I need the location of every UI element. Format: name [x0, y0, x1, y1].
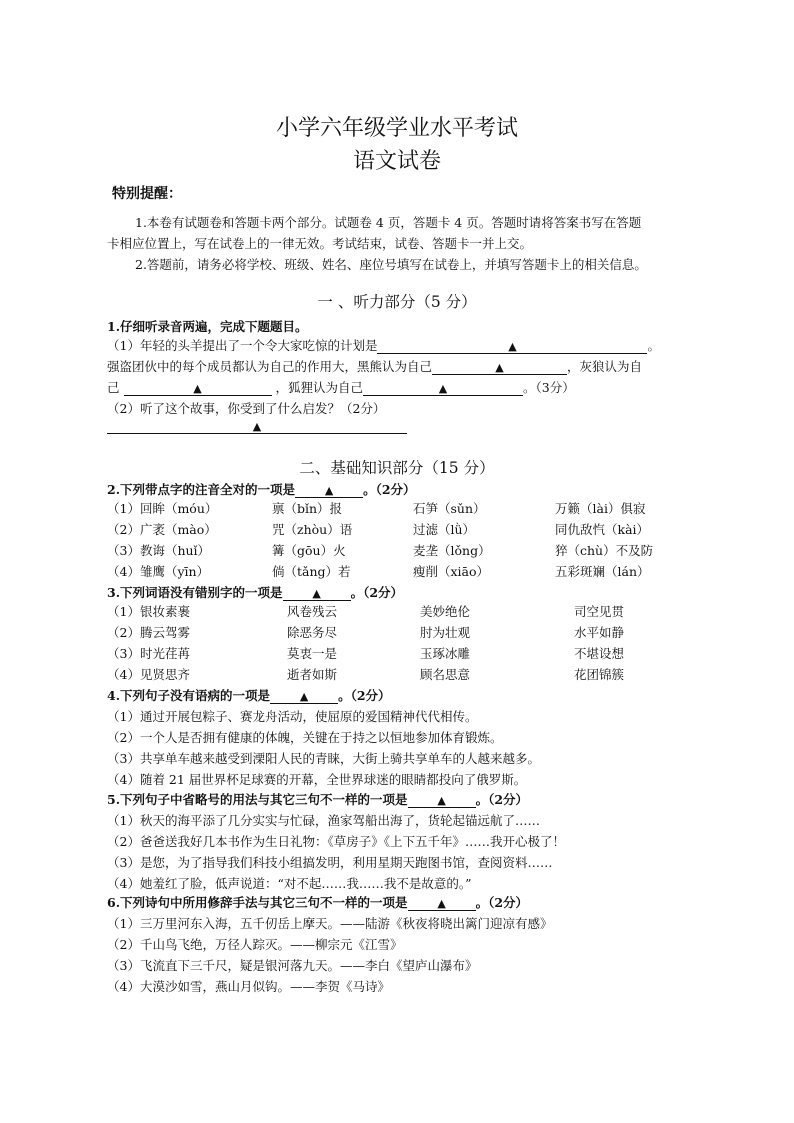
option-cell: 逝者如斯 — [287, 667, 338, 682]
option-cell: 过滤（lǜ） — [413, 522, 476, 537]
blank-marker-icon: ▲ — [437, 794, 446, 807]
answer-blank[interactable] — [408, 895, 476, 911]
answer-blank[interactable] — [283, 585, 351, 601]
answer-blank[interactable] — [377, 338, 647, 354]
question-2-stem-suffix: 。（2分） — [363, 482, 416, 497]
blank-marker-icon: ▲ — [438, 382, 448, 395]
option-cell: 玉琢冰雕 — [420, 646, 471, 661]
question-6-stem-prefix: 6.下列诗句中所用修辞手法与其它三句不一样的一项是 — [107, 895, 408, 910]
blank-marker-icon: ▲ — [193, 382, 202, 395]
question-5-option-1: （1）秋天的海平添了几分实实与忙碌，渔家驾船出海了，货轮起锚远航了…… — [107, 813, 540, 828]
question-3-stem — [107, 583, 403, 601]
question-1-line-2 — [107, 357, 642, 375]
question-1-line-4: （2）听了这个故事，你受到了什么启发？（2分） — [107, 401, 386, 416]
question-1-line-1 — [107, 336, 660, 354]
option-cell: 水平如静 — [574, 625, 625, 640]
option-cell: 顾名思意 — [420, 667, 471, 682]
option-cell: （3）时光荏苒 — [107, 646, 190, 661]
exam-subtitle: 语文试卷 — [352, 149, 441, 174]
option-cell: 美妙绝伦 — [420, 604, 471, 619]
question-1-line-3-suffix: 。（3分） — [523, 380, 575, 395]
option-cell: 猝（chù）不及防 — [555, 543, 654, 558]
question-3-stem-prefix: 3.下列词语没有错别字的一项是 — [107, 585, 283, 600]
question-1-stem: 1.仔细听录音两遍，完成下题题目。 — [107, 319, 308, 334]
option-cell: 瘦削（xiāo） — [413, 564, 490, 579]
option-cell: （3）教诲（huǐ） — [107, 543, 211, 558]
question-1-line-1-prefix: （1）年轻的头羊提出了一个令大家吃惊的计划是 — [107, 338, 378, 353]
reminder-item-2: 2.答题前，请务必将学校、班级、姓名、座位号填写在试卷上，并填写答题卡上的相关信息。 — [135, 257, 647, 272]
question-2-stem-prefix: 2.下列带点字的注音全对的一项是 — [107, 482, 296, 497]
question-1-line-2-suffix: ，灰狼认为自 — [567, 359, 643, 374]
answer-blank[interactable] — [363, 380, 523, 396]
answer-blank[interactable] — [295, 482, 363, 498]
question-4-stem-prefix: 4.下列句子没有语病的一项是 — [107, 688, 271, 703]
option-cell: 禀（bǐn）报 — [272, 501, 343, 516]
question-5-stem — [107, 790, 528, 808]
section-2-heading: 二、基础知识部分（15 分） — [299, 459, 495, 477]
question-1-line-3-prefix: 己 — [107, 380, 120, 395]
question-4-option-3: （3）共享单车越来越受到溧阳人民的青睐，大街上骑共享单车的人越来越多。 — [107, 751, 540, 766]
question-4-stem — [107, 686, 391, 704]
section-1-heading: 一 、听力部分（5 分） — [317, 293, 477, 311]
blank-marker-icon: ▲ — [437, 897, 446, 910]
option-cell: 不堪设想 — [574, 646, 625, 661]
option-cell: 莫衷一是 — [287, 646, 338, 661]
question-6-stem — [107, 893, 528, 911]
question-5-option-4: （4）她羞红了脸，低声说道：“对不起……我……我不是故意的。” — [107, 876, 472, 891]
question-4-option-2: （2）一个人是否拥有健康的体魄，关键在于持之以恒地参加体育锻炼。 — [107, 730, 503, 745]
option-cell: （1）回眸（móu） — [107, 501, 218, 516]
blank-marker-icon: ▲ — [495, 361, 504, 374]
option-cell: 五彩斑斓（lán） — [555, 564, 650, 579]
option-cell: （2）广袤（mào） — [107, 522, 217, 537]
option-cell: 肘为壮观 — [420, 625, 471, 640]
reminder-heading: 特别提醒： — [112, 186, 182, 202]
option-cell: 万籁（lài）俱寂 — [555, 501, 646, 516]
reminder-item-1-line-b: 卡相应位置上，写在试卷上的一律无效。考试结束，试卷、答题卡一并上交。 — [107, 236, 533, 251]
question-6-option-2: （2）千山鸟飞绝，万径人踪灭。——柳宗元《江雪》 — [107, 937, 403, 952]
option-cell: 司空见贯 — [574, 604, 625, 619]
question-5-option-3: （3）是您，为了指导我们科技小组搞发明，利用星期天跑图书馆，查阅资料…… — [107, 855, 553, 870]
option-cell: 花团锦簇 — [574, 667, 625, 682]
option-cell: 石笋（sǔn） — [413, 501, 486, 516]
blank-marker-icon: ▲ — [312, 587, 321, 600]
question-1-line-1-suffix: 。 — [647, 338, 660, 353]
option-cell: （2）腾云驾雾 — [107, 625, 190, 640]
blank-marker-icon: ▲ — [299, 690, 309, 703]
exam-title: 小学六年级学业水平考试 — [275, 116, 518, 141]
answer-blank[interactable] — [408, 792, 476, 808]
option-cell: 麦垄（lǒng） — [413, 543, 491, 558]
question-6-option-1: （1）三万里河东入海，五千仞岳上摩天。——陆游《秋夜将晓出篱门迎凉有感》 — [107, 916, 553, 931]
question-6-option-3: （3）飞流直下三千尺，疑是银河落九天。——李白《望庐山瀑布》 — [107, 958, 478, 973]
question-1-answer-line — [107, 418, 407, 434]
question-1-line-3 — [107, 378, 575, 396]
option-cell: （1）银妆素裹 — [107, 604, 190, 619]
blank-marker-icon: ▲ — [508, 340, 517, 353]
answer-blank[interactable] — [270, 688, 338, 704]
blank-marker-icon: ▲ — [324, 484, 334, 497]
question-6-option-4: （4）大漠沙如雪，燕山月似钩。——李贺《马诗》 — [107, 979, 390, 994]
reminder-item-1-line-a: 1.本卷有试题卷和答题卡两个部分。试题卷 4 页，答题卡 4 页。答题时请将答案书写在答题 — [135, 215, 642, 230]
option-cell: （4）雏鹰（yīn） — [107, 564, 210, 579]
option-cell: 除恶务尽 — [287, 625, 338, 640]
option-cell: 倘（tǎng）若 — [272, 564, 351, 579]
blank-marker-icon: ▲ — [252, 420, 262, 433]
question-3-stem-suffix: 。（2分） — [350, 585, 404, 600]
question-4-option-4: （4）随着 21 届世界杯足球赛的开幕，全世界球迷的眼睛都投向了俄罗斯。 — [107, 772, 527, 787]
question-4-option-1: （1）通过开展包粽子、赛龙舟活动，使屈原的爱国精神代代相传。 — [107, 709, 478, 724]
option-cell: 风卷残云 — [287, 604, 338, 619]
question-2-stem — [107, 480, 416, 498]
option-cell: 同仇敌忾（kài） — [555, 522, 650, 537]
question-1-line-2-prefix: 强盗团伙中的每个成员都认为自己的作用大，黑熊认为自己 — [107, 359, 433, 374]
option-cell: 咒（zhòu）语 — [272, 522, 353, 537]
question-6-stem-suffix: 。（2分） — [475, 895, 529, 910]
question-4-stem-suffix: 。（2分） — [338, 688, 391, 703]
reminder-item-1 — [107, 212, 697, 275]
question-5-option-2: （2）爸爸送我好几本书作为生日礼物：《草房子》《上下五千年》……我开心极了！ — [107, 834, 565, 849]
question-1-line-3-mid: ，狐狸认为自己 — [275, 380, 363, 395]
option-cell: 篝（gōu）火 — [272, 543, 346, 558]
answer-blank[interactable] — [432, 359, 567, 375]
question-5-stem-prefix: 5.下列句子中省略号的用法与其它三句不一样的一项是 — [107, 792, 408, 807]
answer-blank[interactable] — [107, 418, 407, 434]
option-cell: （4）见贤思齐 — [107, 667, 190, 682]
question-5-stem-suffix: 。（2分） — [475, 792, 529, 807]
answer-blank[interactable] — [124, 380, 272, 396]
